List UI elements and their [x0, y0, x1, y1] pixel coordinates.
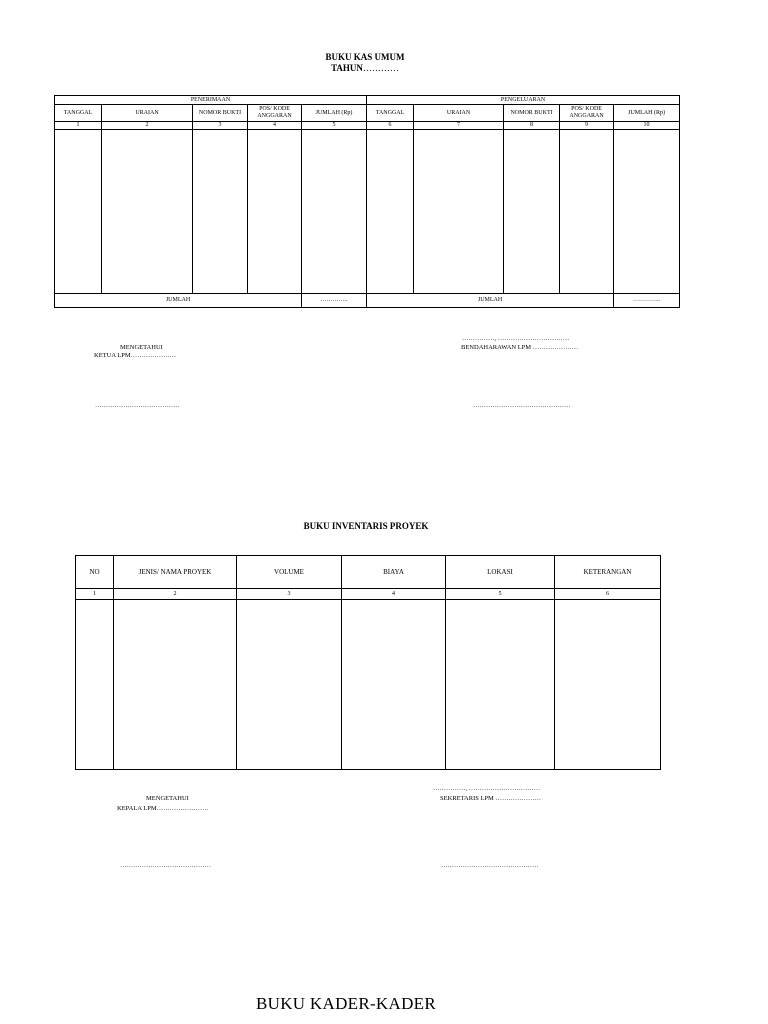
cell: [76, 600, 114, 770]
col-header: JUMLAH (Rp): [614, 105, 680, 122]
col-header: URAIAN: [102, 105, 193, 122]
kas-sign-right-name: ………………………………………: [473, 402, 571, 409]
cell: [55, 130, 102, 294]
kas-year-label: TAHUN: [331, 63, 363, 73]
col-header: JUMLAH (Rp): [302, 105, 367, 122]
col-header: LOKASI: [446, 556, 555, 589]
col-header: NOMOR BUKTI: [504, 105, 560, 122]
cell: [193, 130, 248, 294]
inventaris-table: [75, 555, 661, 770]
col-number: 10: [614, 122, 680, 130]
inv-sign-left-role: KEPALA LPM……………………: [117, 805, 209, 812]
kas-sign-left-role: KETUA LPM…………………: [94, 352, 177, 359]
col-number: 1: [76, 589, 114, 600]
kas-title: BUKU KAS UMUM: [325, 52, 405, 62]
total-value-left: …………..: [302, 294, 367, 308]
kas-year-value: …………: [362, 63, 399, 73]
inv-sign-right-name: ………………………………………: [441, 862, 539, 869]
col-number: 5: [446, 589, 555, 600]
cell: [504, 130, 560, 294]
cell: [237, 600, 342, 770]
col-header: POS/ KODE ANGGARAN: [560, 105, 614, 122]
total-label-right: JUMLAH: [367, 294, 614, 308]
kas-sign-left-title: MENGETAHUI: [120, 344, 163, 351]
kas-sign-right-place: ……………, ……………………………: [462, 335, 570, 342]
inv-sign-left-name: ……………………………………: [120, 862, 211, 869]
cell: [248, 130, 302, 294]
cell: [302, 130, 367, 294]
cell: [342, 600, 446, 770]
kas-table: [54, 95, 680, 308]
col-number: 3: [193, 122, 248, 130]
cell: [414, 130, 504, 294]
kas-body-row: [55, 130, 680, 294]
cell: [555, 600, 661, 770]
col-number: 1: [55, 122, 102, 130]
col-number: 4: [342, 589, 446, 600]
inv-sign-left-title: MENGETAHUI: [146, 795, 189, 802]
penerimaan-header: PENERIMAAN: [55, 96, 367, 105]
col-number: 6: [555, 589, 661, 600]
inv-sign-right-place: ……………, ……………………………: [433, 785, 541, 792]
col-header: URAIAN: [414, 105, 504, 122]
cell: [614, 130, 680, 294]
inv-sign-right-role: SEKRETARIS LPM …………………: [440, 795, 541, 802]
col-number: 2: [114, 589, 237, 600]
kas-sign-left-name: …………………………………: [95, 402, 180, 409]
col-header: TANGGAL: [367, 105, 414, 122]
col-number: 2: [102, 122, 193, 130]
col-header: VOLUME: [237, 556, 342, 589]
cell: [367, 130, 414, 294]
col-header: TANGGAL: [55, 105, 102, 122]
col-number: 8: [504, 122, 560, 130]
total-label-left: JUMLAH: [55, 294, 302, 308]
col-header: JENIS/ NAMA PROYEK: [114, 556, 237, 589]
col-header: NOMOR BUKTI: [193, 105, 248, 122]
col-number: 5: [302, 122, 367, 130]
col-number: 4: [248, 122, 302, 130]
total-value-right: …………..: [614, 294, 680, 308]
cell: [102, 130, 193, 294]
kas-sign-right-role: BENDAHARAWAN LPM …………………: [461, 344, 579, 351]
col-header: NO: [76, 556, 114, 589]
col-number: 7: [414, 122, 504, 130]
pengeluaran-header: PENGELUARAN: [367, 96, 680, 105]
col-header: POS/ KODE ANGGARAN: [248, 105, 302, 122]
col-number: 9: [560, 122, 614, 130]
col-number: 3: [237, 589, 342, 600]
col-header: KETERANGAN: [555, 556, 661, 589]
cell: [560, 130, 614, 294]
cell: [446, 600, 555, 770]
inventaris-body-row: [76, 600, 661, 770]
col-header: BIAYA: [342, 556, 446, 589]
kader-title: BUKU KADER-KADER: [256, 994, 436, 1013]
kas-year: [300, 63, 430, 74]
inventaris-title: BUKU INVENTARIS PROYEK: [303, 521, 429, 531]
col-number: 6: [367, 122, 414, 130]
cell: [114, 600, 237, 770]
